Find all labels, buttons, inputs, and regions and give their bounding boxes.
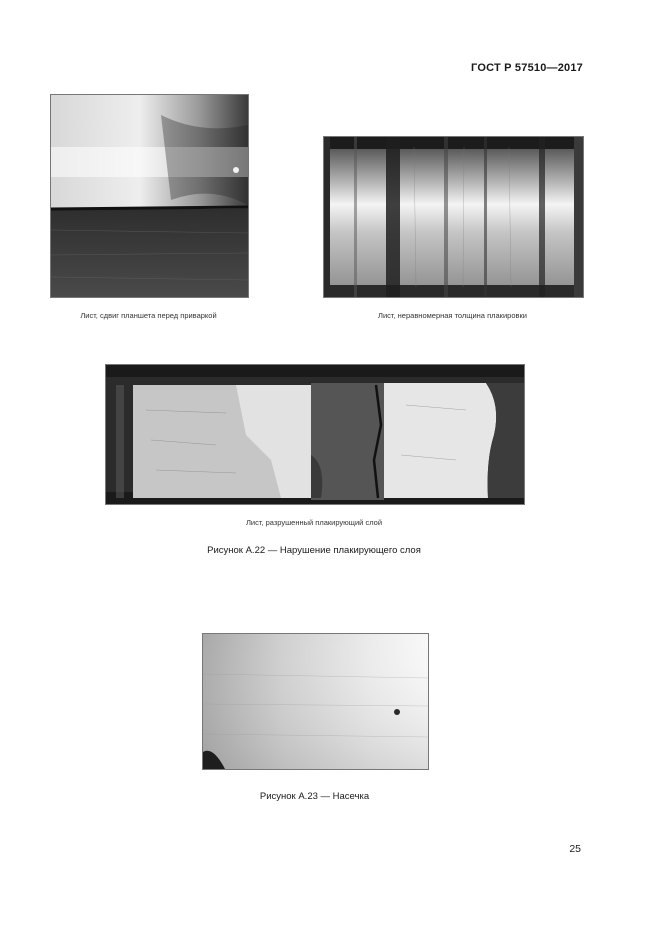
- photo-plate-shift: [50, 94, 249, 298]
- photo-plate-shift-caption: Лист, сдвиг планшета перед приваркой: [80, 311, 217, 320]
- photo-destroyed-cladding-caption: Лист, разрушенный плакирующий слой: [245, 518, 383, 527]
- figure-a23-title: Рисунок А.23 — Насечка: [259, 791, 370, 802]
- photo-notch: [202, 633, 429, 770]
- figure-a22-title: Рисунок А.22 — Нарушение плакирующего слоя: [207, 545, 421, 556]
- photo-uneven-cladding-caption: Лист, неравномерная толщина плакировки: [378, 311, 527, 320]
- photo-uneven-cladding: [323, 136, 584, 298]
- page-number: 25: [569, 843, 581, 855]
- document-header-standard: ГОСТ Р 57510—2017: [471, 62, 583, 74]
- photo-destroyed-cladding: [105, 364, 525, 505]
